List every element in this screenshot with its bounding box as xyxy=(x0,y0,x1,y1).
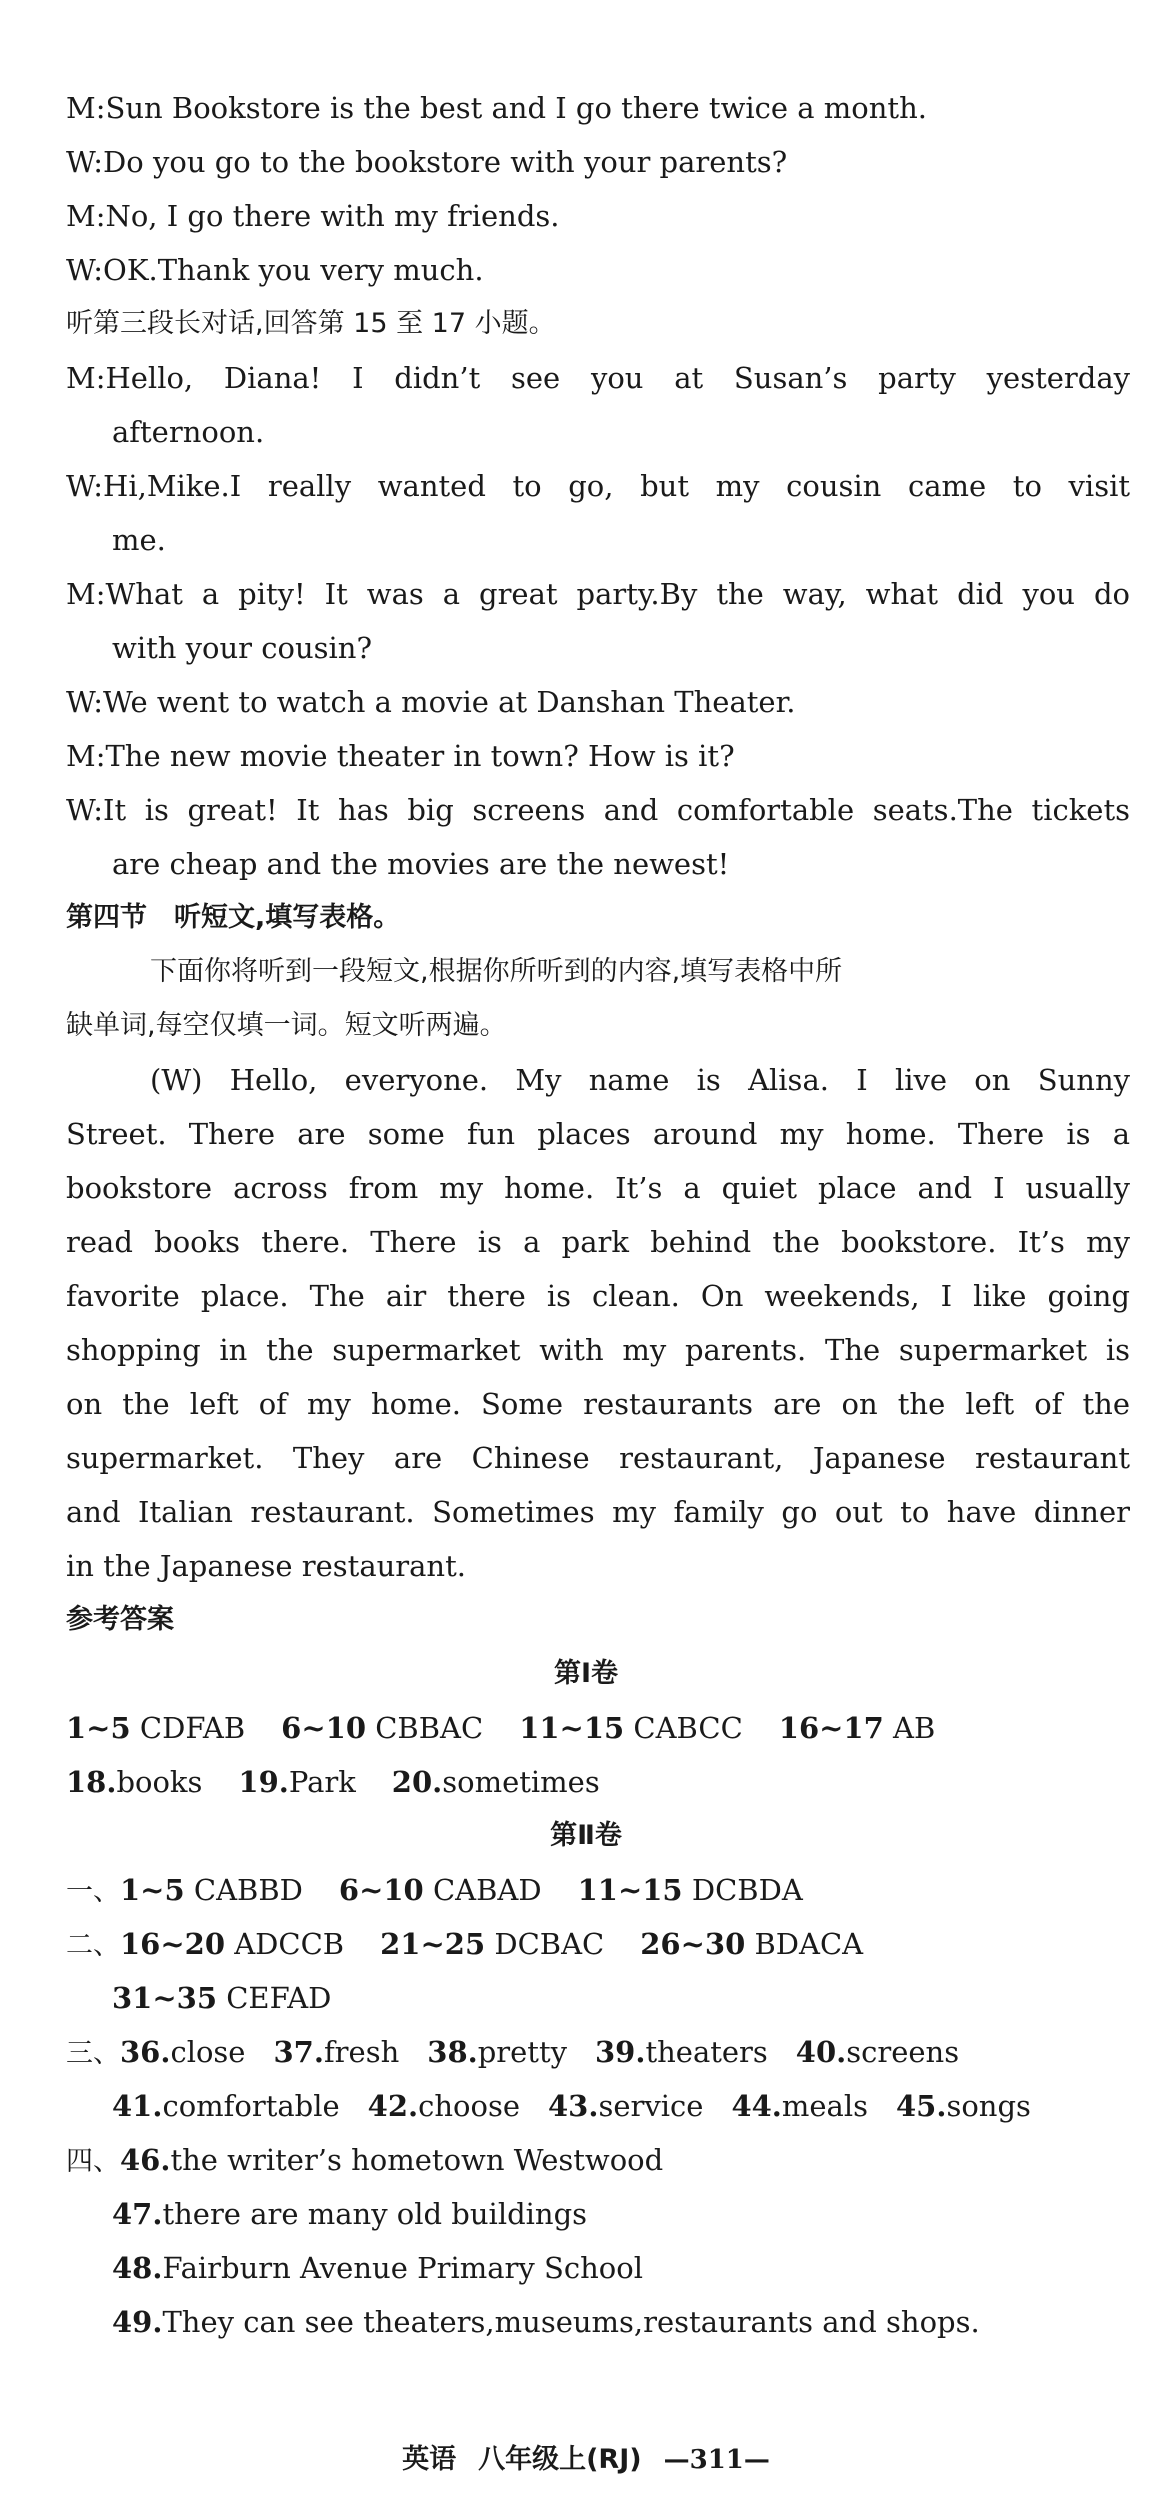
answer-number: 11~15 xyxy=(577,1873,683,1907)
answer-number: 46. xyxy=(120,2143,171,2177)
answer-item xyxy=(120,2143,663,2177)
answer-item xyxy=(112,2197,587,2231)
answer-value: sometimes xyxy=(442,1765,600,1799)
answer-row xyxy=(66,1762,600,1802)
answer-number: 21~25 xyxy=(380,1927,486,1961)
answer-item xyxy=(380,1927,604,1961)
answer-number: 47. xyxy=(112,2197,163,2231)
answer-number: 6~10 xyxy=(338,1873,424,1907)
answer-row xyxy=(66,1870,803,1912)
answer-number: 18. xyxy=(66,1765,117,1799)
answer-value: songs xyxy=(946,2089,1031,2123)
answer-row xyxy=(66,1924,863,1966)
volume2-title: 第Ⅱ卷 xyxy=(550,1820,622,1851)
answer-number: 49. xyxy=(112,2305,163,2339)
answer-item xyxy=(120,1873,303,1907)
answer-value: DCBAC xyxy=(485,1927,605,1961)
page-footer xyxy=(0,2440,1172,2480)
part-label: 四、 xyxy=(66,2146,120,2177)
answer-item xyxy=(66,1711,245,1745)
answer-item xyxy=(548,2089,703,2123)
answer-value: CABAD xyxy=(423,1873,542,1907)
answer-item xyxy=(112,1981,331,2015)
answer-row xyxy=(112,2302,980,2342)
answer-value: there are many old buildings xyxy=(162,2197,588,2231)
passage-line: Street. There are some fun places around my home. There is a xyxy=(66,1117,1130,1151)
answer-number: 45. xyxy=(896,2089,947,2123)
section4-instruction: 下面你将听到一段短文,根据你所听到的内容,填写表格中所 xyxy=(150,956,843,987)
dialogue-line: M:No, I go there with my friends. xyxy=(66,199,560,233)
dialogue-line: W:OK.Thank you very much. xyxy=(66,253,484,287)
answer-item xyxy=(66,1765,202,1799)
answer-item xyxy=(112,2089,340,2123)
answer-value: CABBD xyxy=(184,1873,303,1907)
answer-value: service xyxy=(598,2089,704,2123)
footer-grade: 八年级上(RJ) xyxy=(478,2444,642,2475)
answer-number: 37. xyxy=(273,2035,324,2069)
answer-value: screens xyxy=(846,2035,960,2069)
passage-line: (W) Hello, everyone. My name is Alisa. I live on Sunny xyxy=(150,1063,1130,1097)
answer-value: the writer’s hometown Westwood xyxy=(170,2143,664,2177)
answer-row xyxy=(66,1708,935,1748)
dialogue-line: M:The new movie theater in town? How is it? xyxy=(66,739,735,773)
answer-value: They can see theaters,museums,restaurants and shops. xyxy=(162,2305,980,2339)
answer-value: AB xyxy=(883,1711,936,1745)
answer-number: 11~15 xyxy=(519,1711,625,1745)
answer-number: 6~10 xyxy=(281,1711,367,1745)
answer-item xyxy=(120,2035,245,2069)
passage-line: read books there. There is a park behind the bookstore. It’s my xyxy=(66,1225,1130,1259)
answer-value: CEFAD xyxy=(217,1981,332,2015)
answer-number: 41. xyxy=(112,2089,163,2123)
dialogue-line: with your cousin? xyxy=(112,631,373,665)
dialogue-line: W:Do you go to the bookstore with your parents? xyxy=(66,145,788,179)
answer-number: 43. xyxy=(548,2089,599,2123)
answer-value: CABCC xyxy=(624,1711,743,1745)
answer-number: 16~20 xyxy=(120,1927,226,1961)
answer-item xyxy=(896,2089,1031,2123)
dialogue-line: W:Hi,Mike.I really wanted to go, but my cousin came to visit xyxy=(66,469,1130,503)
part-label: 一、 xyxy=(66,1876,120,1907)
answer-item xyxy=(339,1873,542,1907)
answer-item xyxy=(578,1873,803,1907)
passage-line: on the left of my home. Some restaurants are on the left of the xyxy=(66,1387,1130,1421)
dialogue-line: M:What a pity! It was a great party.By the way, what did you do xyxy=(66,577,1130,611)
section4-title: 第四节 听短文,填写表格。 xyxy=(66,902,401,933)
dialogue-line: W:We went to watch a movie at Danshan Theater. xyxy=(66,685,796,719)
answer-item xyxy=(796,2035,959,2069)
answer-value: pretty xyxy=(477,2035,567,2069)
passage-line: bookstore across from my home. It’s a quiet place and I usually xyxy=(66,1171,1130,1205)
passage-line: shopping in the supermarket with my parents. The supermarket is xyxy=(66,1333,1130,1367)
dialogue-line: M:Hello, Diana! I didn’t see you at Susan’s party yesterday xyxy=(66,361,1130,395)
answer-item xyxy=(731,2089,868,2123)
answer-item xyxy=(112,2305,980,2339)
answer-row xyxy=(112,2248,643,2288)
answer-number: 38. xyxy=(427,2035,478,2069)
answer-value: books xyxy=(116,1765,203,1799)
answer-item xyxy=(779,1711,936,1745)
answer-item xyxy=(368,2089,520,2123)
part-label: 二、 xyxy=(66,1930,120,1961)
volume1-title: 第Ⅰ卷 xyxy=(553,1658,619,1689)
dialogue-line: are cheap and the movies are the newest! xyxy=(112,847,730,881)
answer-item xyxy=(640,1927,863,1961)
answer-row xyxy=(66,2032,959,2074)
answer-item xyxy=(112,2251,643,2285)
answers-title: 参考答案 xyxy=(66,1604,174,1635)
answer-number: 39. xyxy=(595,2035,646,2069)
passage-line: in the Japanese restaurant. xyxy=(66,1549,466,1583)
answer-item xyxy=(392,1765,600,1799)
answer-number: 16~17 xyxy=(778,1711,884,1745)
answer-number: 26~30 xyxy=(640,1927,746,1961)
answer-item xyxy=(427,2035,567,2069)
dialogue-line: M:Sun Bookstore is the best and I go there twice a month. xyxy=(66,91,927,125)
answer-number: 31~35 xyxy=(112,1981,218,2015)
passage-line: and Italian restaurant. Sometimes my family go out to have dinner xyxy=(66,1495,1130,1529)
answer-item xyxy=(519,1711,743,1745)
dialogue3-heading: 听第三段长对话,回答第 15 至 17 小题。 xyxy=(66,308,556,339)
answer-number: 36. xyxy=(120,2035,171,2069)
answer-item xyxy=(238,1765,355,1799)
answer-value: ADCCB xyxy=(225,1927,345,1961)
part-label: 三、 xyxy=(66,2038,120,2069)
answer-row xyxy=(112,2086,1031,2126)
passage-line: supermarket. They are Chinese restaurant, Japanese restaurant xyxy=(66,1441,1130,1475)
answer-number: 48. xyxy=(112,2251,163,2285)
answer-number: 42. xyxy=(367,2089,419,2123)
answer-value: theaters xyxy=(645,2035,768,2069)
passage-line: favorite place. The air there is clean. On weekends, I like going xyxy=(66,1279,1130,1313)
answer-value: comfortable xyxy=(162,2089,340,2123)
answer-value: Park xyxy=(288,1765,356,1799)
answer-item xyxy=(120,1927,344,1961)
answer-item xyxy=(273,2035,399,2069)
footer-subject: 英语 xyxy=(402,2444,457,2475)
dialogue-line: me. xyxy=(112,523,166,557)
answer-value: CBBAC xyxy=(366,1711,484,1745)
answer-item xyxy=(281,1711,483,1745)
answer-number: 20. xyxy=(391,1765,443,1799)
dialogue-line: afternoon. xyxy=(112,415,265,449)
answer-number: 40. xyxy=(795,2035,847,2069)
section4-instruction: 缺单词,每空仅填一词。短文听两遍。 xyxy=(66,1010,507,1041)
answer-number: 1~5 xyxy=(66,1711,131,1745)
footer-page-number: —311— xyxy=(663,2445,770,2475)
answer-number: 19. xyxy=(238,1765,289,1799)
answer-value: CDFAB xyxy=(130,1711,246,1745)
answer-row xyxy=(112,1978,331,2018)
answer-item xyxy=(595,2035,768,2069)
dialogue-line: W:It is great! It has big screens and comfortable seats.The tickets xyxy=(66,793,1130,827)
answer-value: Fairburn Avenue Primary School xyxy=(162,2251,643,2285)
answer-value: BDACA xyxy=(745,1927,864,1961)
answer-row xyxy=(112,2194,587,2234)
answer-value: choose xyxy=(418,2089,520,2123)
answer-number: 1~5 xyxy=(120,1873,185,1907)
answer-number: 44. xyxy=(731,2089,782,2123)
answer-value: meals xyxy=(781,2089,868,2123)
answer-row xyxy=(66,2140,663,2182)
answer-value: fresh xyxy=(323,2035,400,2069)
answer-value: close xyxy=(170,2035,246,2069)
answer-value: DCBDA xyxy=(682,1873,803,1907)
